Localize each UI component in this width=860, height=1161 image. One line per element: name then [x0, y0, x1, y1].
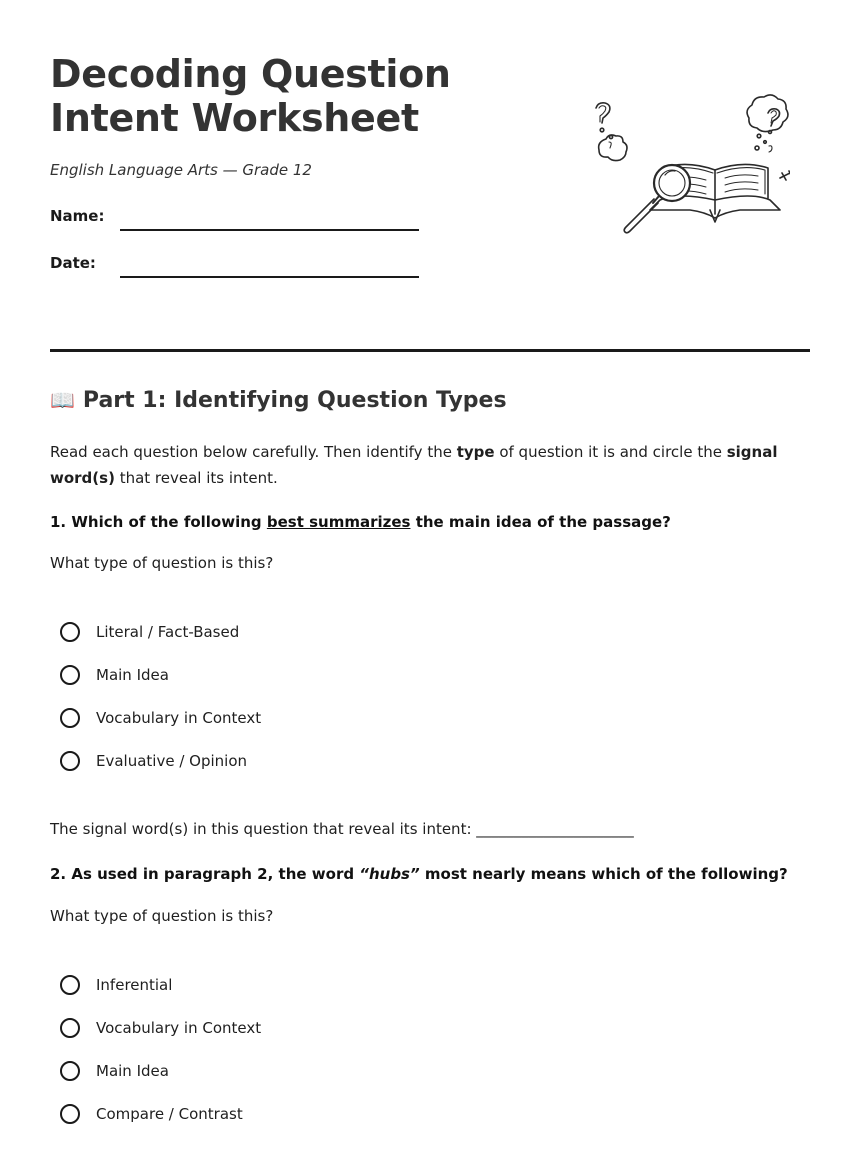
title-line-1: Decoding Question [50, 52, 451, 96]
question-2-text-post: most nearly means which of the following? [419, 865, 788, 883]
radio-button[interactable] [60, 1104, 80, 1124]
question-1-text-post: the main idea of the passage? [410, 513, 671, 531]
instructions-emphasis-type: type [456, 443, 495, 461]
question-2 [50, 865, 788, 883]
radio-button[interactable] [60, 665, 80, 685]
date-label: Date: [50, 254, 96, 272]
radio-button[interactable] [60, 1018, 80, 1038]
part1-heading [50, 388, 507, 413]
instructions-text-3: that reveal its intent. [114, 469, 278, 487]
question-1-text-pre: 1. Which of the following [50, 513, 267, 531]
question-2-text-pre: 2. As used in paragraph 2, the word [50, 865, 360, 883]
name-field-line[interactable] [120, 229, 419, 231]
book-with-question-marks-illustration [565, 90, 790, 240]
question-2-option-4[interactable] [60, 1101, 243, 1127]
date-field-line[interactable] [120, 276, 419, 278]
option-label: Main Idea [96, 666, 169, 684]
question-2-option-2[interactable] [60, 1015, 261, 1041]
question-2-emphasis: “hubs” [359, 865, 420, 883]
instructions-text-1: Read each question below carefully. Then identify the [50, 443, 457, 461]
question-1-underlined: best summarizes [266, 513, 411, 531]
instructions-emphasis-signal: signal word(s) [50, 443, 778, 487]
question-1-prompt: What type of question is this? [50, 554, 274, 572]
option-label: Evaluative / Opinion [96, 752, 248, 770]
question-1-signal-words[interactable]: The signal word(s) in this question that reveal its intent: _____________________ [50, 820, 634, 838]
option-label: Vocabulary in Context [96, 1019, 262, 1037]
option-label: Main Idea [96, 1062, 169, 1080]
question-1-option-4[interactable] [60, 748, 247, 774]
option-label: Compare / Contrast [96, 1105, 243, 1123]
radio-button[interactable] [60, 1061, 80, 1081]
question-2-prompt: What type of question is this? [50, 907, 274, 925]
radio-button[interactable] [60, 975, 80, 995]
instructions [50, 439, 810, 491]
subtitle: English Language Arts — Grade 12 [50, 161, 312, 179]
open-book-icon: 📖 [50, 388, 75, 412]
question-1-option-1[interactable] [60, 619, 239, 645]
option-label: Literal / Fact-Based [96, 623, 240, 641]
option-label: Inferential [96, 976, 173, 994]
question-2-option-1[interactable] [60, 972, 172, 998]
option-label: Vocabulary in Context [96, 709, 262, 727]
question-1-option-3[interactable] [60, 705, 261, 731]
question-1 [50, 513, 671, 531]
title-line-2: Intent Worksheet [50, 96, 419, 140]
radio-button[interactable] [60, 708, 80, 728]
worksheet-page [50, 0, 810, 1161]
page-title [50, 52, 451, 140]
question-2-option-3[interactable] [60, 1058, 169, 1084]
part1-heading-text: Part 1: Identifying Question Types [82, 388, 507, 413]
name-label: Name: [50, 207, 105, 225]
section-divider [50, 349, 810, 352]
instructions-text-2: of question it is and circle the [494, 443, 727, 461]
radio-button[interactable] [60, 751, 80, 771]
radio-button[interactable] [60, 622, 80, 642]
question-1-option-2[interactable] [60, 662, 169, 688]
